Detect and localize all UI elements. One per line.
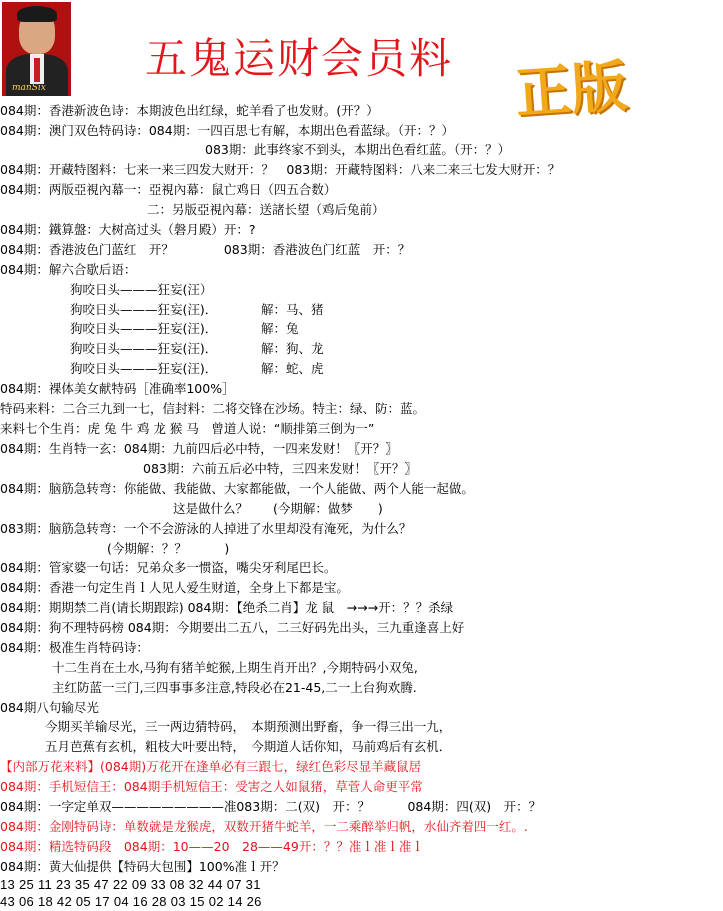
text-line: 084期：狗不理特码榜 084期：今期要出二五八，二三好码先出头，三九重逢喜上好 [0,620,465,635]
text-line: 084期八句输尽光 [0,700,99,715]
text-line: 083期：脑筋急转弯：一个不会游泳的人掉进了水里却没有淹死，为什么？ [0,521,412,536]
photo-tie [34,58,40,82]
text-line: 狗咬日头———狂妄(汪)． 解：兔 [70,321,299,336]
text-line: 084期：鐵算盤：大树高过头（磐月殿）开：? [0,222,256,237]
text-line: 084期：手机短信王：084期手机短信王：受害之人如鼠猪，草菅人命更平常 [0,779,423,794]
text-line: 084期：精选特码段 084期：10——20 28——49开：？？准ｌ准ｌ准ｌ [0,839,424,854]
text-line: 084期：极准生肖特码诗： [0,640,149,655]
text-line: 084期：管家婆一句话：兄弟众多一惯盗，嘴尖牙利尾巴长。 [0,560,337,575]
text-line: 【内部万花来料】(084期)万花开在逢单必有三跟七，绿红色彩尽显羊藏鼠居 [0,759,422,774]
text-line: 084期：澳门双色特码诗：084期：一四百思七有解，本期出色看蓝绿。（开：？） [0,123,454,138]
author-photo [2,2,71,96]
text-line: 来料七个生肖：虎 兔 牛 鸡 龙 猴 马 曾道人说：“顺排第三倒为一” [0,421,375,436]
text-line: 084期：一字定单双—————————准083期：二(双) 开：？ 084期：四(双) 开：？ [0,799,542,814]
text-line: 083期：此事终家不到头，本期出色看红蓝。（开：？） [205,142,511,157]
text-line: 084期：黄大仙提供【特码大包围】100%准ｌ开？ [0,859,285,874]
text-line: 084期：香港新波色诗：本期波色出红绿，蛇羊看了也发财。(开？） [0,103,379,118]
text-line: 084期：裸体美女献特码［准确率100%］ [0,381,235,396]
text-line: 狗咬日头———狂妄(汪） [70,282,213,297]
text-line: 主红防蓝一三门,三四事事多注意,特段必在21-45,二一上台狗欢腾. [52,680,417,695]
text-line: 狗咬日头———狂妄(汪)． 解：蛇、虎 [70,361,324,376]
authentic-stamp: 正版 [513,54,630,127]
text-line: 084期：解六合歇后语： [0,262,137,277]
page-title: 五鬼运财会员料 [145,34,454,83]
text-line: 二：另版亞視內幕：送諸长望（鸡后兔前） [147,202,385,217]
text-line: (今期解：？？ ) [107,541,230,556]
text-line: 084期：香港一句定生肖ｌ人见人爱生财道，全身上下都是宝。 [0,580,349,595]
text-line: 084期：期期禁二肖(请长期跟踪) 084期：【绝杀二肖】龙 鼠 →→→开：？？杀绿 [0,600,454,615]
text-line: 084期：金刚特码诗：单数就是龙猴虎，双数开猪牛蛇羊，一二乘醉举归帆，水仙齐着四一红。. [0,819,528,834]
text-line: 狗咬日头———狂妄(汪)． 解：马、猪 [70,302,324,317]
number-line: 13 25 11 23 35 47 22 09 33 08 32 44 07 31 [0,877,261,892]
text-line: 084期：两版亞視內幕一：亞視內幕：鼠亡鸡日（四五合数） [0,182,337,197]
text-line: 084期：生肖特一玄：084期：九前四后必中特，一四来发财！〖开？〗 [0,441,398,456]
text-line: 084期：香港波色门蓝红 开？ 083期：香港波色门红蓝 开：？ [0,242,411,257]
photo-signature: manSix [12,83,46,93]
photo-hair [17,6,57,22]
text-line: 083期：六前五后必中特，三四来发财！〖开？〗 [143,461,417,476]
text-line: 十二生肖在土水,马狗有猪羊蛇猴,上期生肖开出？,今期特码小双兔, [52,660,418,675]
text-line: 084期：脑筋急转弯：你能做、我能做、大家都能做，一个人能做、两个人能一起做。 [0,481,474,496]
text-line: 这是做什么？ (今期解：做梦 ) [173,501,383,516]
text-line: 084期：开藏特图料：七来一来三四发大财开：？ 083期：开藏特图料：八来二来三七发大财开：？ [0,162,561,177]
text-line: 今期买羊输尽光，三一两边猜特码， 本期预测出野畜，争一得三出一九， [45,719,452,734]
number-line: 43 06 18 42 05 17 04 16 28 03 15 02 14 26 [0,894,262,909]
text-line: 特码来料：二合三九到一七，信封料：二将交锋在沙场。特主：绿、防：蓝。 [0,401,426,416]
text-line: 狗咬日头———狂妄(汪)． 解：狗、龙 [70,341,324,356]
text-line: 五月芭蕉有玄机，粗枝大叶要出特， 今期道人话你知，马前鸡后有玄机． [45,739,452,754]
